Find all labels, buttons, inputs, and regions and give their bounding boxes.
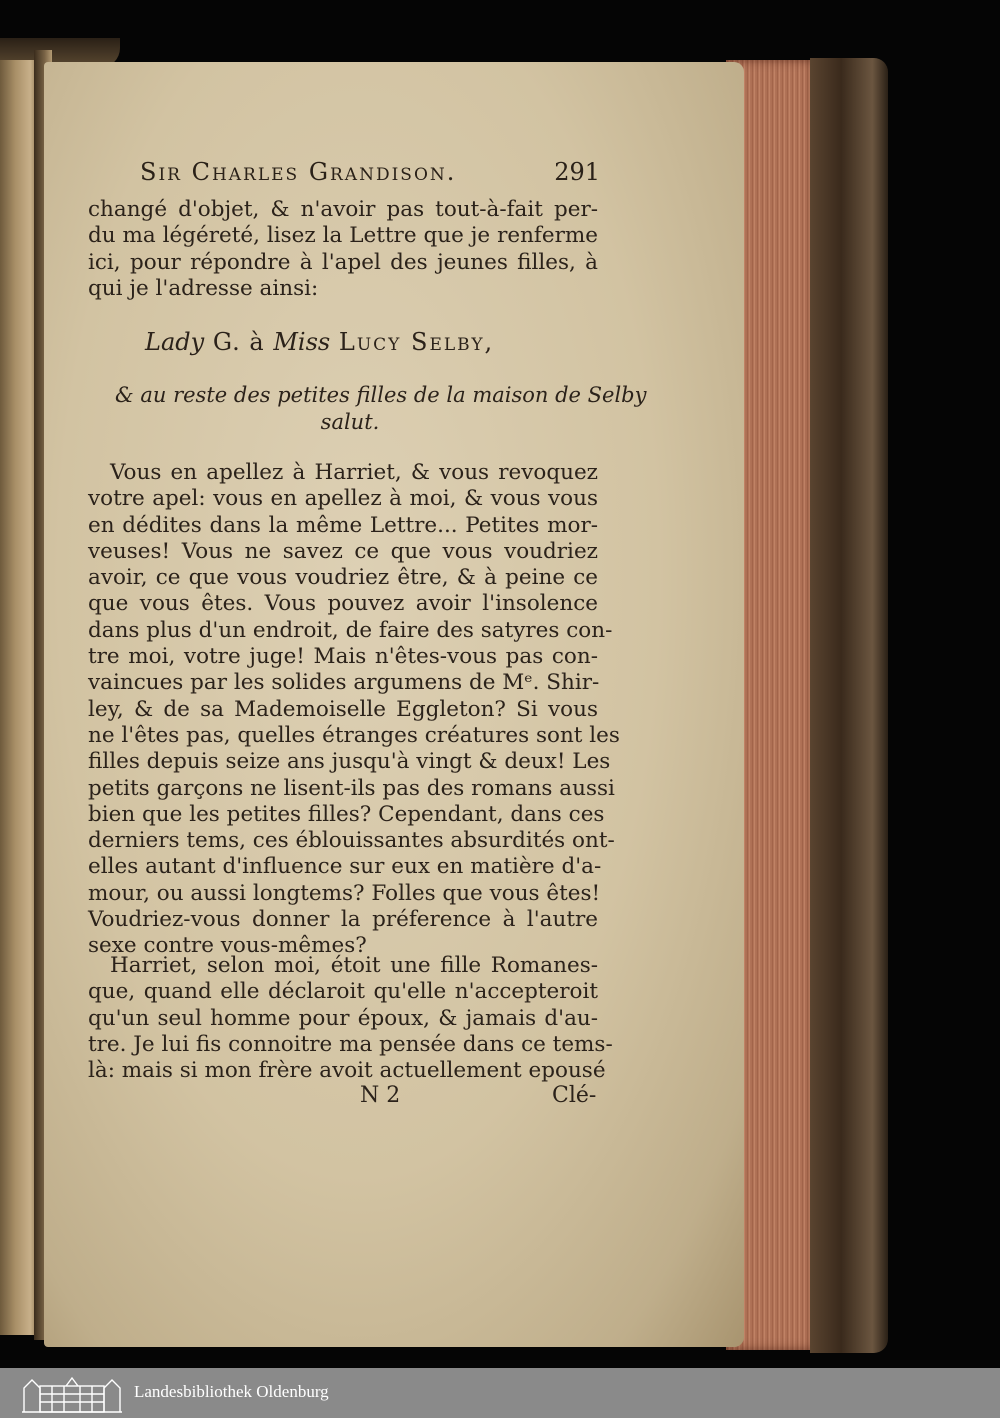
previous-page-edge <box>0 60 38 1335</box>
page-number: 291 <box>554 158 600 186</box>
text-line: elles autant d'influence sur eux en matière d'a- <box>88 854 602 880</box>
paragraph-3 <box>88 953 613 1084</box>
library-building-icon <box>22 1374 122 1414</box>
text-line: vaincues par les solides argumens de Mᵉ. Shir- <box>88 670 600 696</box>
text-line: tre moi, votre juge! Mais n'êtes-vous pas con- <box>88 644 598 670</box>
text-line: filles depuis seize ans jusqu'à vingt & deux! Les <box>88 749 611 775</box>
text-line: que, quand elle déclaroit qu'elle n'accepteroit <box>88 979 598 1005</box>
text-line: du ma légéreté, lisez la Lettre que je renferme <box>88 223 598 249</box>
text-line: votre apel: vous en apellez à moi, & vous vous <box>88 486 598 512</box>
text-line: Vous en apellez à Harriet, & vous revoquez <box>110 460 598 485</box>
text-line: avoir, ce que vous voudriez être, & à peine ce <box>88 565 598 591</box>
catchword: Clé- <box>552 1083 597 1108</box>
salutation-recipient: Lucy Selby, <box>338 328 495 356</box>
salutation-miss: Miss <box>273 328 331 356</box>
letter-subheading <box>115 382 647 436</box>
footer-bar <box>0 1368 1000 1418</box>
text-line: changé d'objet, & n'avoir pas tout-à-fait per- <box>88 197 598 222</box>
text-line: qu'un seul homme pour époux, & jamais d'au- <box>88 1005 598 1031</box>
text-line: sexe contre vous-mêmes? <box>88 933 367 959</box>
running-head <box>140 158 600 186</box>
text-line: que vous êtes. Vous pouvez avoir l'insolence <box>88 591 598 617</box>
salutation-name: G. à <box>212 328 265 356</box>
subheading-line: salut. <box>320 410 380 434</box>
text-line: petits garçons ne lisent-ils pas des romans aussi <box>88 775 615 801</box>
subheading-line: & au reste des petites filles de la maison de Selby <box>115 383 647 407</box>
paragraph-1 <box>88 197 598 302</box>
paragraph-2 <box>88 460 620 960</box>
text-line: ne l'êtes pas, quelles étranges créatures sont les <box>88 722 620 748</box>
text-line: en dédites dans la même Lettre... Petites mor- <box>88 512 598 538</box>
text-line: veuses! Vous ne savez ce que vous voudriez <box>88 538 598 564</box>
letter-salutation <box>145 328 605 356</box>
text-line: là: mais si mon frère avoit actuellement epousé <box>88 1058 606 1084</box>
library-name: Landesbibliothek Oldenburg <box>134 1382 329 1401</box>
text-line: Voudriez-vous donner la préference à l'autre <box>88 907 598 933</box>
text-line: qui je l'adresse ainsi: <box>88 275 319 301</box>
text-line: ici, pour répondre à l'apel des jeunes filles, à <box>88 249 598 275</box>
text-line: tre. Je lui fis connoitre ma pensée dans ce tems- <box>88 1031 613 1057</box>
book-cover <box>810 58 888 1353</box>
text-line: mour, ou aussi longtems? Folles que vous êtes! <box>88 880 601 906</box>
salutation-lady: Lady <box>145 328 205 356</box>
text-line: derniers tems, ces éblouissantes absurdités ont- <box>88 828 615 854</box>
signature-mark: N 2 <box>360 1083 401 1108</box>
running-head-title: Sir Charles Grandison. <box>140 158 457 186</box>
text-line: ley, & de sa Mademoiselle Eggleton? Si vous <box>88 696 598 722</box>
text-line: dans plus d'un endroit, de faire des satyres con- <box>88 617 613 643</box>
text-line: bien que les petites filles? Cependant, dans ces <box>88 801 605 827</box>
text-line: Harriet, selon moi, étoit une fille Romanes- <box>110 953 598 978</box>
